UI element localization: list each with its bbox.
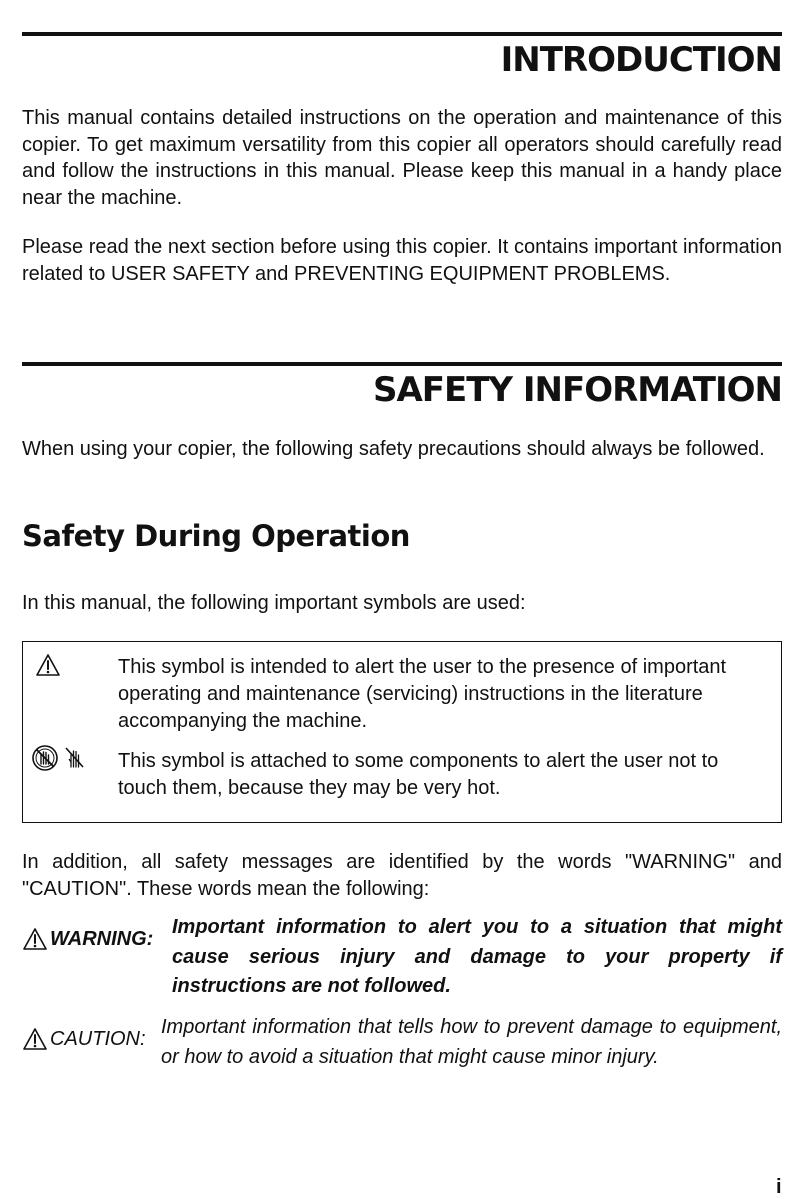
caution-label <box>22 1027 146 1051</box>
section-rule <box>22 362 782 366</box>
manual-page <box>22 0 782 1199</box>
warning-label <box>22 927 153 951</box>
introduction-paragraph-1: This manual contains detailed instructions on the operation and maintenance of this copier. To get maximum versatility from this copier all operators should carefully read and follow the instructions in this manual. Please keep this manual in a handy place near the machine. <box>22 107 782 209</box>
signal-words-intro: In addition, all safety messages are identified by the words "WARNING" and "CAUTION". These words mean the following: <box>22 851 782 900</box>
caution-text: Important information that tells how to prevent damage to equipment, or how to avoid a situation that might cause minor injury. <box>161 1016 782 1068</box>
warning-label-text: WARNING: <box>50 927 154 950</box>
caution-label-text: CAUTION: <box>50 1027 146 1050</box>
safety-information-intro: When using your copier, the following safety precautions should always be followed. <box>22 438 765 460</box>
symbols-intro: In this manual, the following important symbols are used: <box>22 592 526 614</box>
warning-text: Important information to alert you to a situation that might cause serious injury and damage to your property if instructions are not followed. <box>172 916 782 997</box>
symbol-description: This symbol is attached to some components to alert the user not to touch them, because they may be very hot. <box>118 750 719 799</box>
warning-triangle-icon <box>22 1027 48 1051</box>
warning-triangle-icon <box>35 653 61 677</box>
section-rule <box>22 32 782 36</box>
symbols-table <box>22 641 782 823</box>
symbol-description: This symbol is intended to alert the user to the presence of important operating and maintenance (servicing) instructions in the literature accompanying the machine. <box>118 656 727 732</box>
introduction-paragraph-2: Please read the next section before using this copier. It contains important information related to USER SAFETY and PREVENTING EQUIPMENT PROBLEMS. <box>22 236 782 285</box>
safety-during-operation-heading: Safety During Operation <box>22 519 410 553</box>
page-number: i <box>776 1176 782 1198</box>
safety-information-heading: SAFETY INFORMATION <box>372 370 782 410</box>
warning-triangle-icon <box>22 927 48 951</box>
introduction-heading: INTRODUCTION <box>500 40 782 80</box>
do-not-touch-hot-icon <box>31 744 87 772</box>
